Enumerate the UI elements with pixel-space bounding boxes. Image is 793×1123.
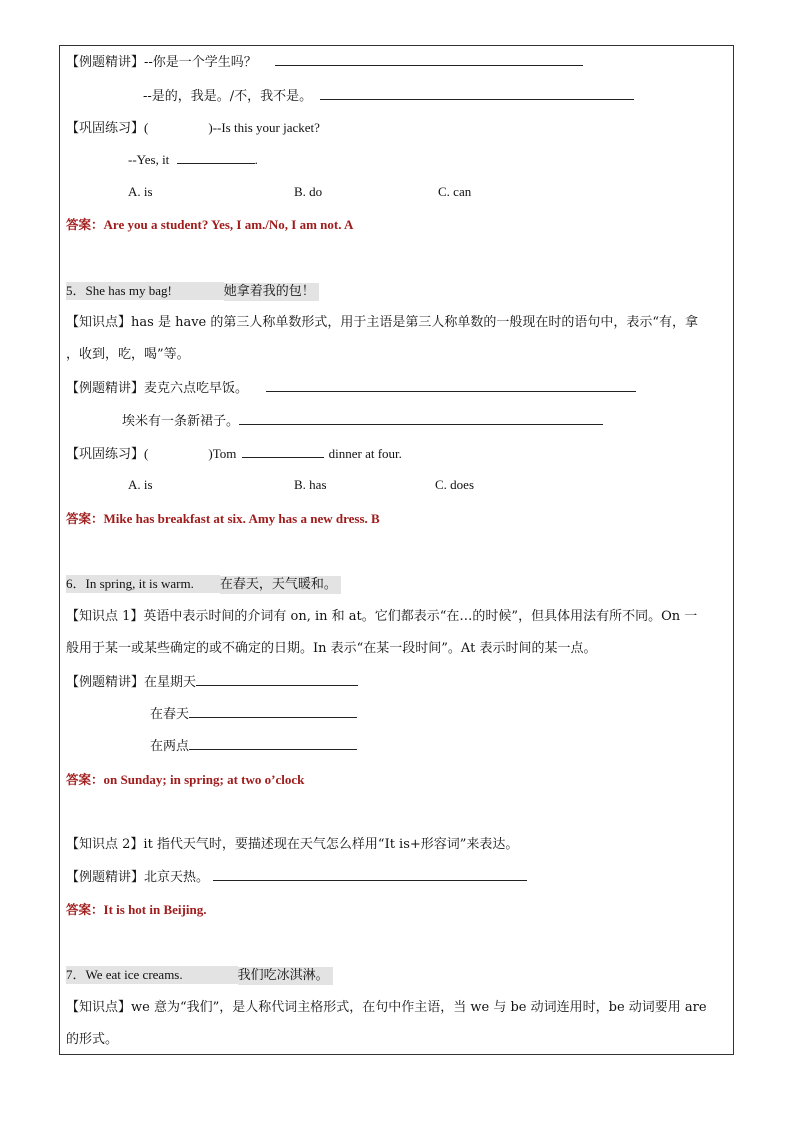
practice-text: --Yes, it [128, 152, 170, 167]
answer-blank[interactable] [266, 379, 636, 392]
answer-blank[interactable] [196, 673, 358, 686]
example-question: 埃米有一条新裙子。 [122, 414, 240, 429]
example-question: --你是一个学生吗？ [144, 55, 257, 70]
section-title-cn: 她拿着我的包！ [224, 283, 319, 301]
option-a[interactable]: A. is [128, 184, 153, 199]
knowledge-text: 英语中表示时间的介词有 on, in 和 at。它们都表示“在…的时候”，但具体用法有所不同。On 一 [143, 609, 698, 624]
answer-blank[interactable] [189, 705, 357, 718]
period: . [254, 152, 258, 167]
s4-example-line2 [143, 87, 634, 106]
s6-title [66, 575, 341, 594]
example-question: 麦克六点吃早饭。 [144, 381, 249, 396]
option-b[interactable]: B. do [294, 184, 323, 199]
paren-open: ( [144, 446, 149, 461]
s6-answer2 [66, 901, 206, 919]
answer-text: It is hot in Beijing. [103, 902, 207, 917]
practice-blank[interactable] [242, 445, 324, 458]
answer-label: 答案： [66, 772, 104, 787]
knowledge-label: 【知识点】 [66, 1000, 132, 1015]
option-c[interactable]: C. can [438, 184, 472, 199]
s7-knowledge-line2: 的形式。 [66, 1032, 119, 1047]
example-label: 【例题精讲】 [66, 55, 145, 70]
example-question: 在春天 [150, 707, 190, 722]
knowledge-label: 【知识点 2】 [66, 837, 144, 852]
knowledge-label: 【知识点】 [66, 315, 132, 330]
answer-text: on Sunday; in spring; at two o’clock [103, 772, 305, 787]
option-c[interactable]: C. does [435, 477, 474, 492]
s5-practice-line [66, 445, 402, 464]
s5-example-line1 [66, 379, 636, 398]
s6-example-line3 [150, 737, 357, 756]
knowledge-label: 【知识点 1】 [66, 609, 144, 624]
s5-title [66, 282, 319, 301]
practice-label: 【巩固练习】 [66, 447, 145, 462]
answer-label: 答案： [66, 217, 104, 232]
example-question: --是的，我是。/不，我不是。 [143, 89, 313, 104]
s4-example-line1 [66, 53, 583, 72]
practice-label: 【巩固练习】 [66, 121, 145, 136]
s5-knowledge-line1 [66, 314, 698, 332]
s6-answer1 [66, 771, 304, 789]
section-title-cn: 我们吃冰淇淋。 [238, 967, 333, 985]
s6-example2 [66, 868, 527, 887]
s6-example-line1 [66, 673, 358, 692]
s5-example-line2 [122, 412, 603, 431]
knowledge-text: has 是 have 的第三人称单数形式，用于主语是第三人称单数的一般现在时的语句中，表示“有，拿 [131, 315, 699, 330]
answer-blank[interactable] [275, 53, 583, 66]
s6-example-line2 [150, 705, 357, 724]
practice-text: )Tom [208, 446, 237, 461]
practice-blank[interactable] [177, 151, 255, 164]
s4-answer [66, 216, 353, 234]
example-label: 【例题精讲】 [66, 381, 145, 396]
section-title-cn: 在春天，天气暖和。 [220, 576, 341, 594]
example-label: 【例题精讲】 [66, 675, 145, 690]
example-question: 在星期天 [144, 675, 197, 690]
s6-knowledge1-line2: 般用于某一或某些确定的或不确定的日期。In 表示“在某一段时间”。At 表示时间的某一点。 [66, 641, 597, 656]
example-question: 北京天热。 [144, 870, 210, 885]
s7-title [66, 966, 333, 985]
answer-label: 答案： [66, 902, 104, 917]
answer-blank[interactable] [189, 737, 357, 750]
option-a[interactable]: A. is [128, 477, 153, 492]
answer-label: 答案： [66, 511, 104, 526]
s4-practice-line1 [66, 119, 320, 138]
practice-text-end: dinner at four. [328, 446, 402, 461]
s4-practice-line2 [128, 151, 258, 169]
s6-knowledge2 [66, 836, 518, 854]
option-b[interactable]: B. has [294, 477, 327, 492]
s6-knowledge1-line1 [66, 608, 697, 626]
s5-knowledge-line2: ，收到，吃，喝”等。 [66, 347, 190, 362]
answer-text: Are you a student? Yes, I am./No, I am not. A [103, 217, 354, 232]
s5-answer [66, 510, 380, 528]
section-title-en: 5．She has my bag! [66, 282, 224, 300]
answer-blank[interactable] [239, 412, 603, 425]
example-question: 在两点 [150, 739, 190, 754]
answer-blank[interactable] [320, 87, 634, 100]
example-label: 【例题精讲】 [66, 870, 145, 885]
practice-question: )--Is this your jacket? [208, 120, 320, 135]
answer-blank[interactable] [213, 868, 527, 881]
s7-knowledge-line1 [66, 999, 707, 1017]
section-title-en: 7．We eat ice creams. [66, 966, 238, 984]
answer-text: Mike has breakfast at six. Amy has a new dress. B [103, 511, 380, 526]
knowledge-text: we 意为“我们”，是人称代词主格形式，在句中作主语，当 we 与 be 动词连用时，be 动词要用 are [131, 1000, 707, 1015]
section-title-en: 6．In spring, it is warm. [66, 575, 220, 593]
knowledge-text: it 指代天气时，要描述现在天气怎么样用“It is+形容词”来表达。 [143, 837, 519, 852]
paren-open: ( [144, 120, 149, 135]
